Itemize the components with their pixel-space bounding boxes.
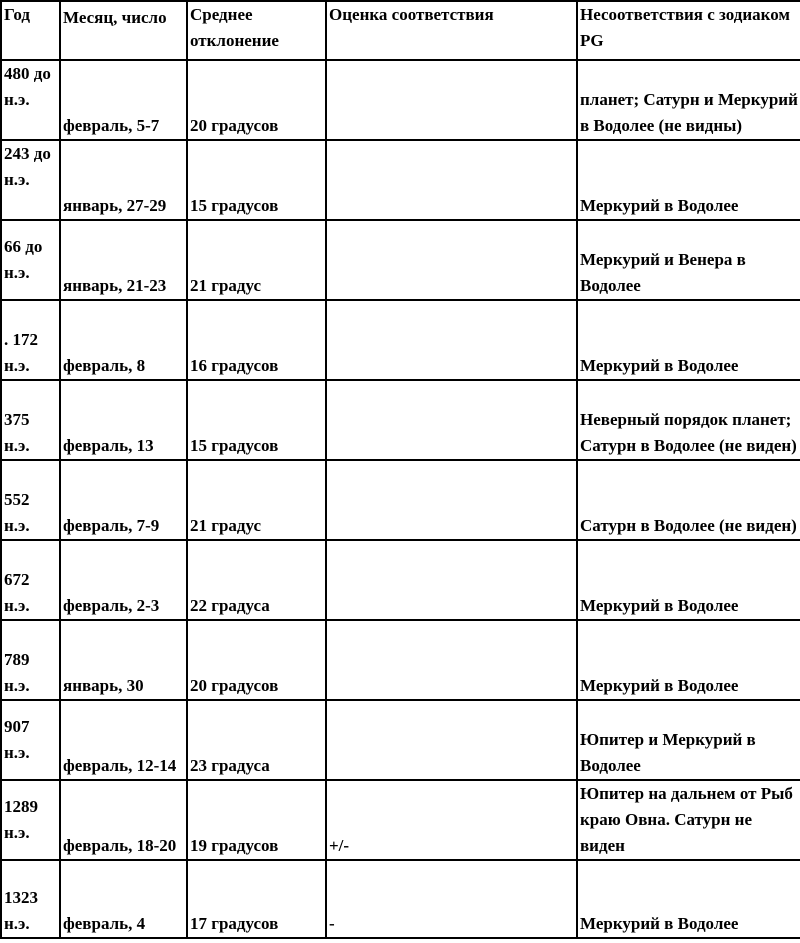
notes-cell: Меркурий в Водолее xyxy=(577,620,800,700)
year-cell: 1289 н.э. xyxy=(1,780,60,860)
year-cell: 243 до н.э. xyxy=(1,140,60,220)
rating-cell xyxy=(326,700,577,780)
notes-cell: Меркурий в Водолее xyxy=(577,860,800,938)
deviation-cell: 21 градус xyxy=(187,460,326,540)
table-row xyxy=(1,140,800,220)
rating-cell xyxy=(326,380,577,460)
deviation-cell: 23 градуса xyxy=(187,700,326,780)
rating-cell: +/- xyxy=(326,780,577,860)
deviation-cell: 19 градусов xyxy=(187,780,326,860)
header-month: Месяц, число xyxy=(60,1,187,60)
deviation-cell: 15 градусов xyxy=(187,380,326,460)
header-rating: Оценка соответствия xyxy=(326,1,577,60)
date-cell: февраль, 4 xyxy=(60,860,187,938)
year-cell: 552 н.э. xyxy=(1,460,60,540)
header-row xyxy=(1,1,800,60)
date-cell: февраль, 12-14 xyxy=(60,700,187,780)
table-row xyxy=(1,620,800,700)
rating-cell xyxy=(326,540,577,620)
header-notes: Несоответствия с зодиаком PG xyxy=(577,1,800,60)
rating-cell xyxy=(326,300,577,380)
deviation-cell: 17 градусов xyxy=(187,860,326,938)
deviation-cell: 20 градусов xyxy=(187,620,326,700)
year-cell: 907 н.э. xyxy=(1,700,60,780)
table-row xyxy=(1,540,800,620)
year-cell: 672 н.э. xyxy=(1,540,60,620)
table-row xyxy=(1,60,800,140)
table-row xyxy=(1,300,800,380)
year-cell: 66 до н.э. xyxy=(1,220,60,300)
notes-cell: Меркурий в Водолее xyxy=(577,140,800,220)
header-year: Год xyxy=(1,1,60,60)
rating-cell xyxy=(326,460,577,540)
year-cell: . 172 н.э. xyxy=(1,300,60,380)
date-cell: февраль, 7-9 xyxy=(60,460,187,540)
rating-cell xyxy=(326,220,577,300)
date-cell: январь, 30 xyxy=(60,620,187,700)
rating-cell xyxy=(326,140,577,220)
notes-cell: Юпитер и Меркурий в Водолее xyxy=(577,700,800,780)
header-deviation: Среднее отклонение xyxy=(187,1,326,60)
date-cell: февраль, 8 xyxy=(60,300,187,380)
table-row xyxy=(1,860,800,938)
date-cell: февраль, 5-7 xyxy=(60,60,187,140)
notes-cell: планет; Сатурн и Меркурий в Водолее (не видны) xyxy=(577,60,800,140)
notes-cell: Меркурий в Водолее xyxy=(577,540,800,620)
deviation-cell: 21 градус xyxy=(187,220,326,300)
rating-cell xyxy=(326,620,577,700)
date-cell: февраль, 13 xyxy=(60,380,187,460)
notes-cell: Неверный порядок планет; Сатурн в Водолее (не виден) xyxy=(577,380,800,460)
deviation-cell: 22 градуса xyxy=(187,540,326,620)
year-cell: 789 н.э. xyxy=(1,620,60,700)
deviation-cell: 20 градусов xyxy=(187,60,326,140)
year-cell: 480 до н.э. xyxy=(1,60,60,140)
notes-cell: Сатурн в Водолее (не виден) xyxy=(577,460,800,540)
year-cell: 375 н.э. xyxy=(1,380,60,460)
notes-cell: Меркурий в Водолее xyxy=(577,300,800,380)
deviation-cell: 15 градусов xyxy=(187,140,326,220)
rating-cell: - xyxy=(326,860,577,938)
table-row xyxy=(1,460,800,540)
table-row xyxy=(1,700,800,780)
deviation-cell: 16 градусов xyxy=(187,300,326,380)
notes-cell: Меркурий и Венера в Водолее xyxy=(577,220,800,300)
year-cell: 1323 н.э. xyxy=(1,860,60,938)
date-cell: февраль, 2-3 xyxy=(60,540,187,620)
table-row xyxy=(1,780,800,860)
notes-cell: Юпитер на дальнем от Рыб краю Овна. Сатурн не виден xyxy=(577,780,800,860)
rating-cell xyxy=(326,60,577,140)
table-row xyxy=(1,380,800,460)
date-cell: февраль, 18-20 xyxy=(60,780,187,860)
date-cell: январь, 27-29 xyxy=(60,140,187,220)
table-row xyxy=(1,220,800,300)
date-cell: январь, 21-23 xyxy=(60,220,187,300)
